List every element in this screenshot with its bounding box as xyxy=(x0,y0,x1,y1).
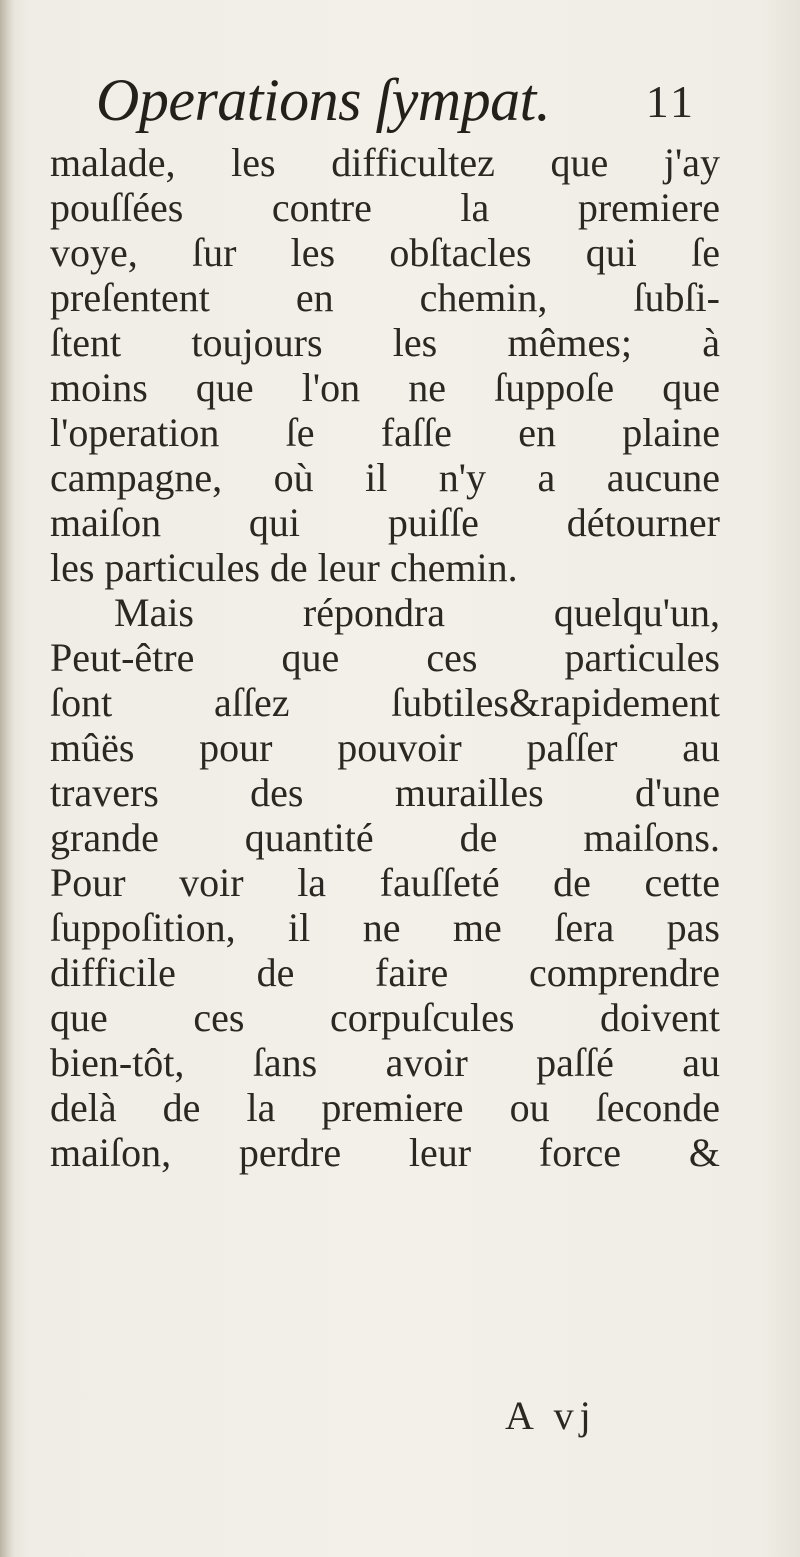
text-line: pouſſées contre la premiere xyxy=(50,185,720,230)
text-line: grande quantité de maiſons. xyxy=(50,815,720,860)
signature-mark: A vj xyxy=(505,1393,597,1438)
text-line: moins que l'on ne ſuppoſe que xyxy=(50,365,720,410)
page-gutter xyxy=(0,0,14,1557)
page-header xyxy=(96,64,696,144)
text-line: maiſon, perdre leur force & xyxy=(50,1130,720,1175)
running-title: Operations ſympat. xyxy=(96,67,551,133)
text-line: voye, ſur les obſtacles qui ſe xyxy=(50,230,720,275)
text-line: bien-tôt, ſans avoir paſſé au xyxy=(50,1040,720,1085)
text-line: preſentent en chemin, ſubſi- xyxy=(50,275,720,320)
text-line: que ces corpuſcules doivent xyxy=(50,995,720,1040)
text-line: ſont aſſez ſubtiles&rapidement xyxy=(50,680,720,725)
text-line: les particules de leur chemin. xyxy=(50,545,518,590)
body-text xyxy=(50,140,720,1175)
text-line: difficile de faire comprendre xyxy=(50,950,720,995)
text-line: travers des murailles d'une xyxy=(50,770,720,815)
text-line: Mais répondra quelqu'un, xyxy=(114,590,720,635)
text-line: ſtent toujours les mêmes; à xyxy=(50,320,720,365)
text-line: malade, les difficultez que j'ay xyxy=(50,140,720,185)
text-line: l'operation ſe faſſe en plaine xyxy=(50,410,720,455)
text-line: ſuppoſition, il ne me ſera pas xyxy=(50,905,720,950)
text-line: Peut-être que ces particules xyxy=(50,635,720,680)
text-line: mûës pour pouvoir paſſer au xyxy=(50,725,720,770)
text-line: delà de la premiere ou ſeconde xyxy=(50,1085,720,1130)
page-number: 11 xyxy=(645,76,696,127)
text-line: campagne, où il n'y a aucune xyxy=(50,455,720,500)
text-line: Pour voir la fauſſeté de cette xyxy=(50,860,720,905)
text-line: maiſon qui puiſſe détourner xyxy=(50,500,720,545)
